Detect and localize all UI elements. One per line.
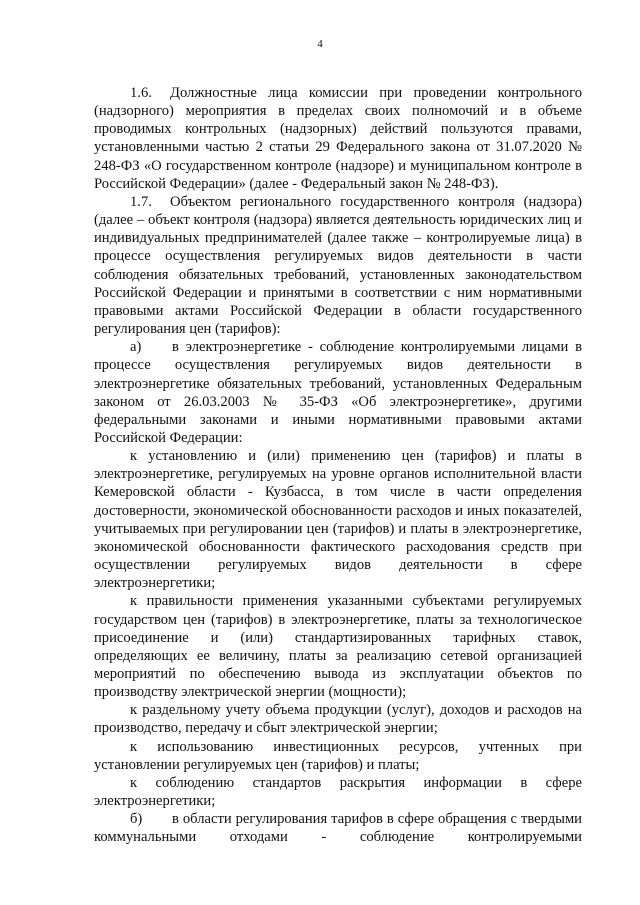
paragraph-1-7 (94, 193, 582, 338)
paragraph-number: 1.6. (130, 85, 152, 101)
list-item: к соблюдению стандартов раскрытия информации в сфере электроэнергетики; (94, 774, 582, 810)
paragraph-text: Объектом регионального государственного контроля (надзора) (далее – объект контроля (надзора) является деятельность юридических лиц и индивидуальных предпринимателей (далее также – контролируемые лица) в процессе осуществления регулируемых видов деятельности в части соблюдения обязательных требований, установленных законодательством Российской Федерации и принятыми в соответствии с ним нормативными правовыми актами Российской Федерации в области государственного регулирования цен (тарифов): (94, 193, 582, 338)
list-item: к использованию инвестиционных ресурсов, учтенных при установлении регулируемых цен (тарифов) и платы; (94, 738, 582, 773)
paragraph-text: в области регулирования тарифов в сфере обращения с твердыми коммунальными отходами - соблюдение контролируемыми (94, 811, 582, 846)
subparagraph-letter: б) (130, 811, 143, 828)
paragraph-text: Должностные лица комиссии при проведении контрольного (надзорного) мероприятия в пределах своих полномочий и в объеме проводимых контрольных (надзорных) действий пользуются правами, установленными частью 2 статьи 29 Федерального закона от 31.07.2020 № 248-ФЗ «О государственном контроле (надзоре) и муниципальном контроле в Российской Федерации» (далее - Федеральный закон № 248-ФЗ). (94, 85, 582, 192)
paragraph-text: в электроэнергетике - соблюдение контролируемыми лицами в процессе осуществления регулируемых видов деятельности в электроэнергетике обязательных требований, установленных Федеральным законом от 26.03.2003 № 35-ФЗ «Об электроэнергетике», другими федеральными законами и иными нормативными правовыми актами Российской Федерации: (94, 339, 582, 446)
document-body (94, 84, 582, 847)
list-item: к правильности применения указанными субъектами регулируемых государством цен (тарифов) в электроэнергетике, платы за технологическое присоединение и (или) стандартизированных тарифных ставок, определяющих ее величину, платы за реализацию сетевой организацией мероприятий по обеспечению вывода из эксплуатации объектов по производству электрической энергии (мощности); (94, 593, 582, 701)
page-number: 4 (317, 38, 323, 50)
paragraph-1-6 (94, 84, 582, 193)
subparagraph-letter: а) (130, 339, 142, 356)
subparagraph-a (94, 338, 582, 447)
subparagraph-b (94, 810, 582, 846)
list-item: к раздельному учету объема продукции (услуг), доходов и расходов на производство, передачу и сбыт электрической энергии; (94, 702, 582, 737)
paragraph-number: 1.7. (130, 193, 152, 210)
list-item: к установлению и (или) применению цен (тарифов) и платы в электроэнергетике, регулируемых на уровне органов исполнительной власти Кемеровской области - Кузбасса, в том числе в части определения достоверности, экономической обоснованности расходов и иных показателей, учитываемых при регулировании цен (тарифов) и платы в электроэнергетике, экономической обоснованности фактического расходования средств при осуществлении регулируемых видов деятельности в сфере электроэнергетики; (94, 448, 582, 592)
